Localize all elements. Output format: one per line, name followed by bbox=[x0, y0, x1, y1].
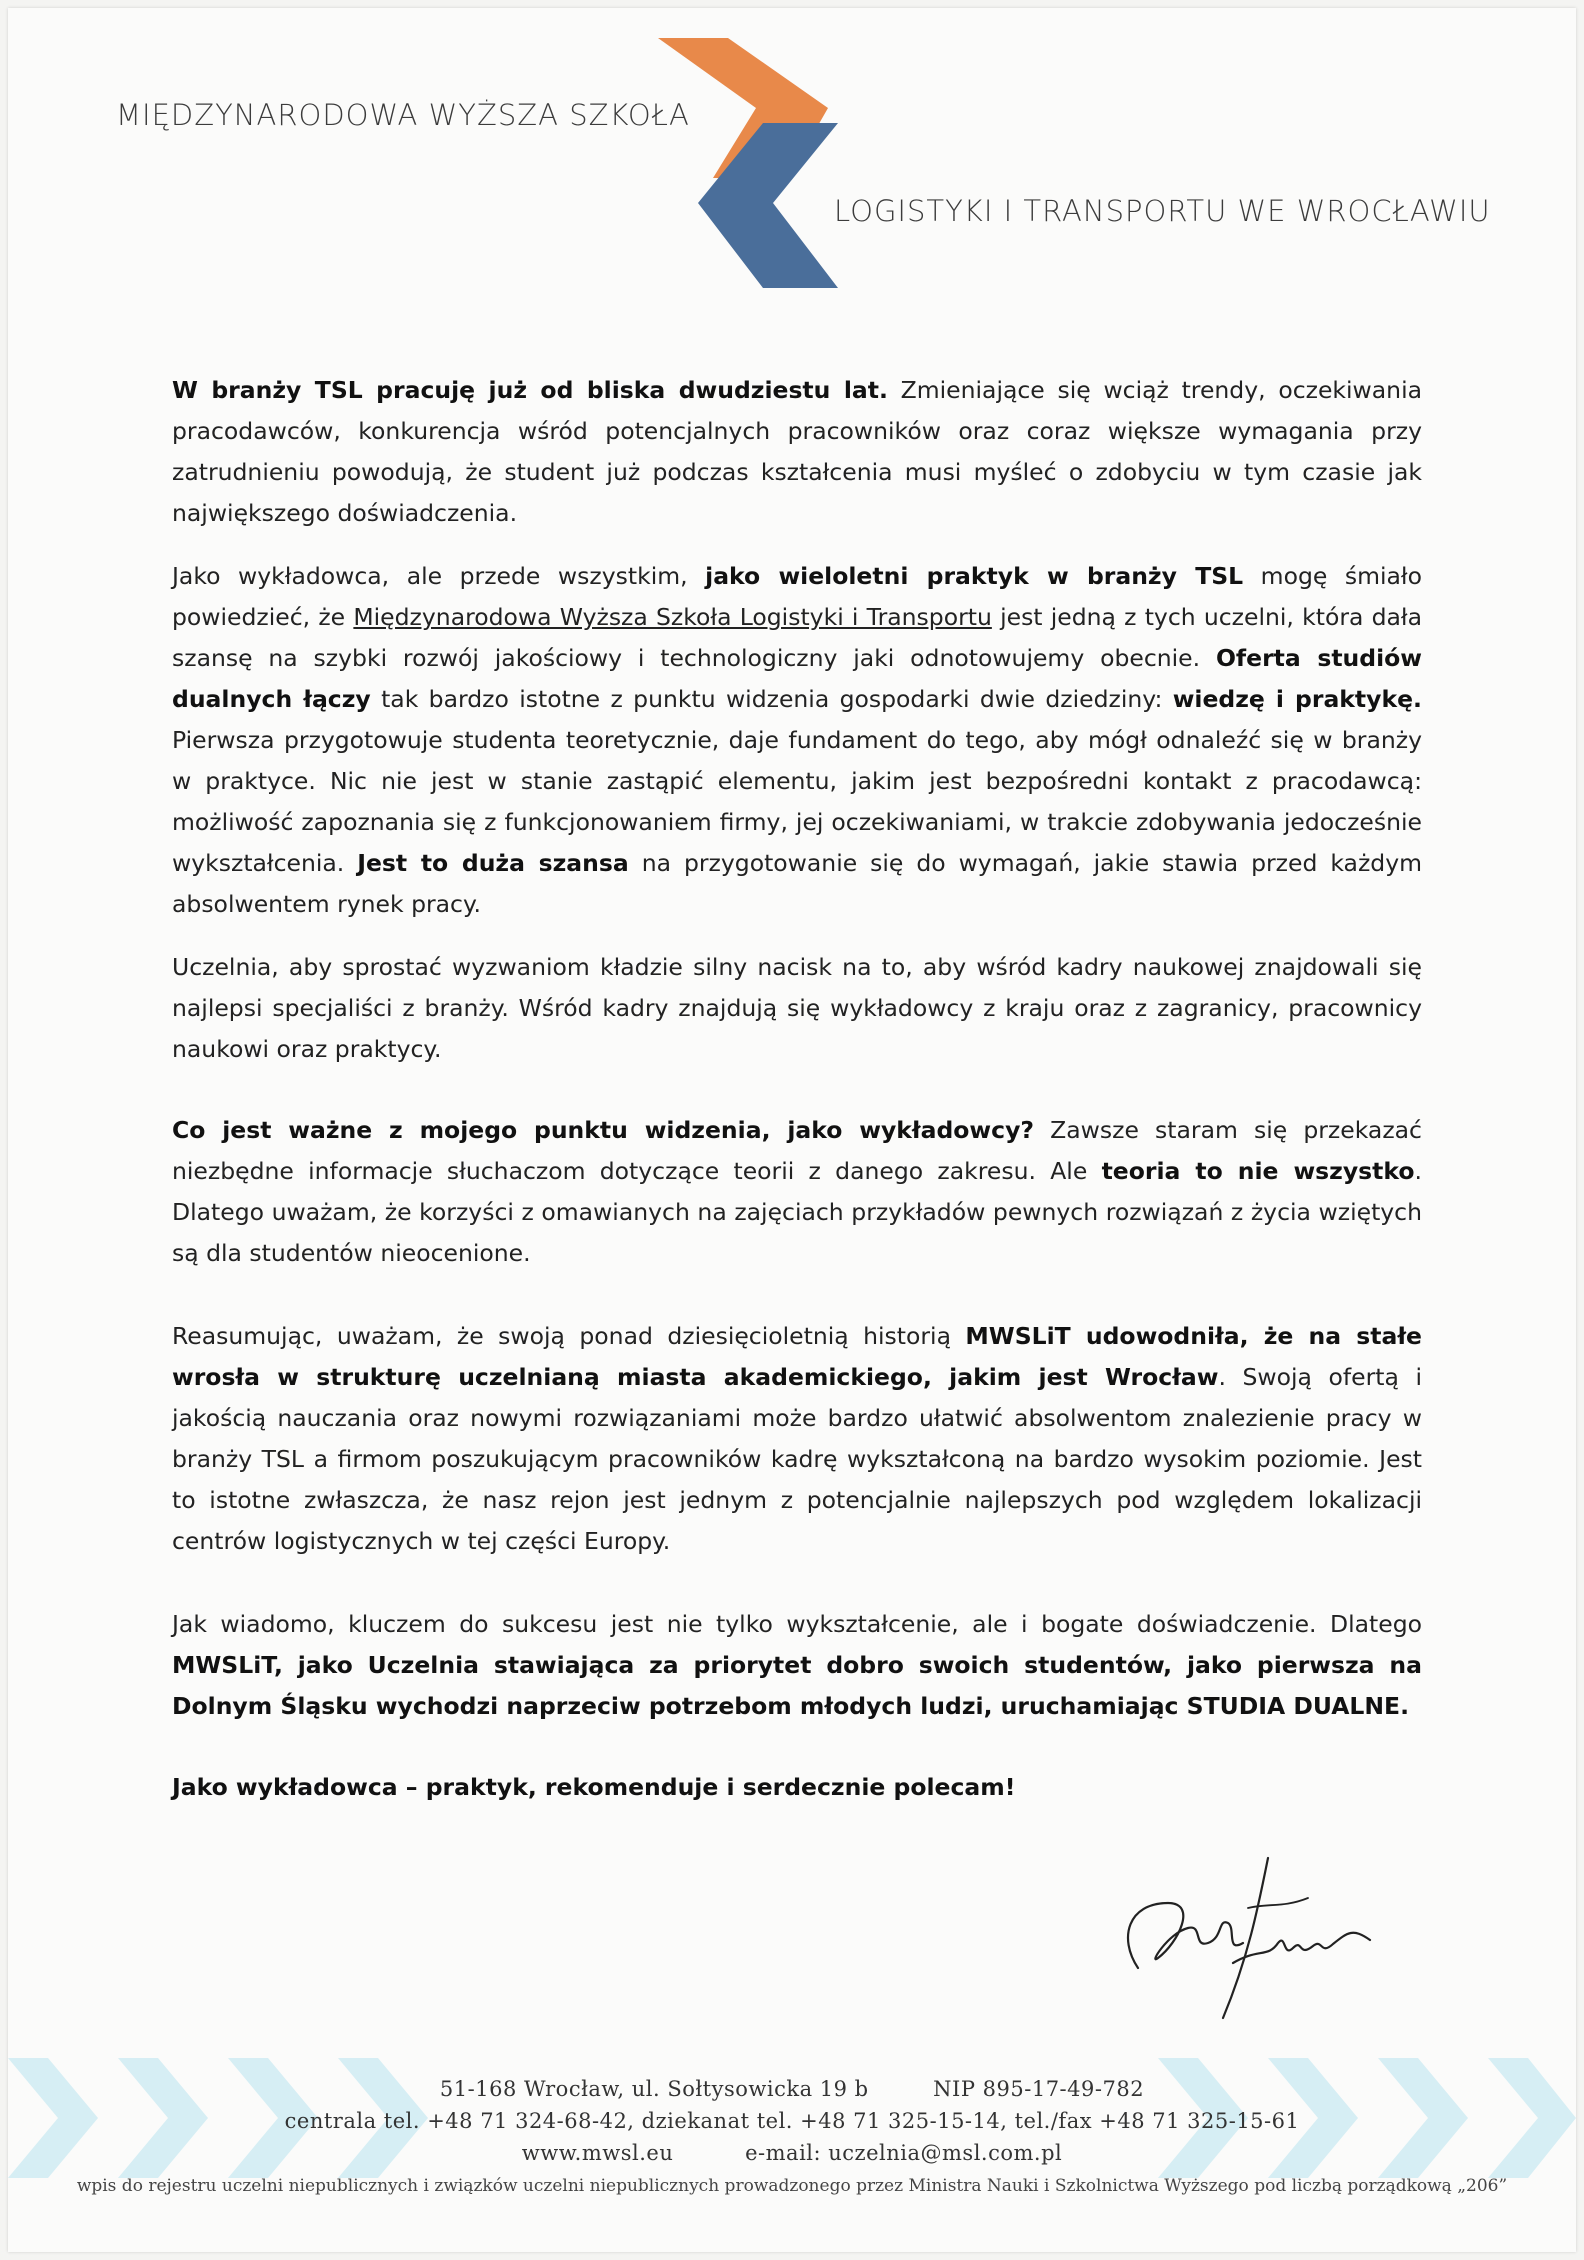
p6-bold1: MWSLiT, jako Uczelnia stawiająca za priorytet dobro swoich studentów, jako pierwsza na Dolnym Śląsku wychodzi naprzeciw potrzebom młodych ludzi, uruchamiając STUDIA DUALNE. bbox=[172, 1651, 1422, 1720]
paragraph-2 bbox=[172, 556, 1422, 925]
footer-address: 51-168 Wrocław, ul. Sołtysowicka 19 b NIP 895-17-49-782 bbox=[439, 2077, 1145, 2101]
logo-blue-chevron bbox=[698, 123, 838, 288]
p2-bold2: Oferta studiów dualnych łączy bbox=[172, 644, 1423, 713]
p2-university-name: Międzynarodowa Wyższa Szkoła Logistyki i Transportu bbox=[353, 603, 992, 631]
p5-text2: . Swoją ofertą i jakością nauczania oraz nowymi rozwiązaniami może bardzo ułatwić absolwentom znalezienie pracy w branży TSL a firmom poszukującym pracowników kadrę wykształconą na bardzo wysokim poziomie. Jest to istotne zwłaszcza, że nasz rejon jest jednym z potencjalnie najlepszych pod względem lokalizacji centrów logistycznych w tej części Europy. bbox=[172, 1363, 1422, 1555]
paragraph-6 bbox=[172, 1604, 1422, 1727]
p2-text2: mogę śmiało powiedzieć, że bbox=[172, 562, 1422, 631]
p6-text1: Jak wiadomo, kluczem do sukcesu jest nie tylko wykształcenie, ale i bogate doświadczenie. Dlatego bbox=[172, 1610, 1422, 1638]
footer-phones: centrala tel. +48 71 324-68-42, dziekanat tel. +48 71 325-15-14, tel./fax +48 71 325-15-61 bbox=[284, 2109, 1300, 2133]
p2-bold4: Jest to duża szansa bbox=[357, 849, 629, 877]
university-logo bbox=[638, 38, 858, 298]
p5-bold1: MWSLiT udowodniła, że na stałe wrosła w strukturę uczelnianą miasta akademickiego, jakim jest Wrocław bbox=[172, 1322, 1422, 1391]
p2-text4: tak bardzo istotne z punktu widzenia gospodarki dwie dziedziny: bbox=[370, 685, 1173, 713]
paragraph-1 bbox=[172, 370, 1422, 534]
p4-bold2: teoria to nie wszystko bbox=[1101, 1157, 1415, 1185]
paragraph-4 bbox=[172, 1110, 1422, 1274]
letter-page bbox=[8, 8, 1576, 2252]
letterhead-line1: MIĘDZYNARODOWA WYŻSZA SZKOŁA bbox=[116, 98, 690, 132]
p2-bold1: jako wieloletni praktyk w branży TSL bbox=[705, 562, 1244, 590]
p2-text5: Pierwsza przygotowuje studenta teoretycznie, daje fundament do tego, aby mógł odnaleźć się w branży w praktyce. Nic nie jest w stanie zastąpić elementu, jakim jest bezpośredni kontakt z pracodawcą: możliwość zapoznania się z funkcjonowaniem firmy, jej oczekiwaniami, w trakcie zdobywania jedocześnie wykształcenia. bbox=[172, 726, 1422, 877]
p1-text: Zmieniające się wciąż trendy, oczekiwania pracodawców, konkurencja wśród potencjalnych pracowników oraz coraz większe wymagania przy zatrudnieniu powodują, że student już podczas kształcenia musi myśleć o zdobyciu w tym czasie jak największego doświadczenia. bbox=[172, 376, 1422, 527]
footer-web-email: www.mwsl.eu e-mail: uczelnia@msl.com.pl bbox=[521, 2141, 1063, 2165]
p2-bold3: wiedzę i praktykę. bbox=[1172, 685, 1422, 713]
paragraph-3 bbox=[172, 947, 1422, 1070]
p7-bold1: Jako wykładowca – praktyk, rekomenduje i serdecznie polecam! bbox=[172, 1773, 1016, 1801]
letterhead-line2: LOGISTYKI I TRANSPORTU WE WROCŁAWIU bbox=[834, 194, 1491, 228]
handwritten-signature bbox=[1108, 1848, 1388, 2028]
paragraph-7 bbox=[172, 1767, 1422, 1808]
p5-text1: Reasumując, uważam, że swoją ponad dziesięcioletnią historią bbox=[172, 1322, 966, 1350]
footer-contact bbox=[8, 2073, 1576, 2169]
p4-bold1: Co jest ważne z mojego punktu widzenia, jako wykładowcy? bbox=[172, 1116, 1035, 1144]
p4-text2: . Dlatego uważam, że korzyści z omawianych na zajęciach przykładów pewnych rozwiązań z życia wziętych są dla studentów nieocenione. bbox=[172, 1157, 1422, 1267]
p3-text: Uczelnia, aby sprostać wyzwaniom kładzie silny nacisk na to, aby wśród kadry naukowej znajdowali się najlepsi specjaliści z branży. Wśród kadry znajdują się wykładowcy z kraju oraz z zagranicy, pracownicy naukowi oraz praktycy. bbox=[172, 953, 1422, 1063]
p2-text3: jest jedną z tych uczelni, która dała szansę na szybki rozwój jakościowy i technologiczny jaki odnotowujemy obecnie. bbox=[172, 603, 1422, 672]
p4-text1: Zawsze staram się przekazać niezbędne informacje słuchaczom dotyczące teorii z danego zakresu. Ale bbox=[172, 1116, 1422, 1185]
p1-bold: W branży TSL pracuję już od bliska dwudziestu lat. bbox=[172, 376, 888, 404]
p2-text1: Jako wykładowca, ale przede wszystkim, bbox=[172, 562, 706, 590]
p2-text6: na przygotowanie się do wymagań, jakie stawia przed każdym absolwentem rynek pracy. bbox=[172, 849, 1423, 918]
footer-registry-note: wpis do rejestru uczelni niepublicznych i związków uczelni niepublicznych prowadzonego przez Ministra Nauki i Szkolnictwa Wyższego pod liczbą porządkową „206” bbox=[76, 2176, 1508, 2196]
paragraph-5 bbox=[172, 1316, 1422, 1562]
letter-body bbox=[172, 370, 1422, 1808]
